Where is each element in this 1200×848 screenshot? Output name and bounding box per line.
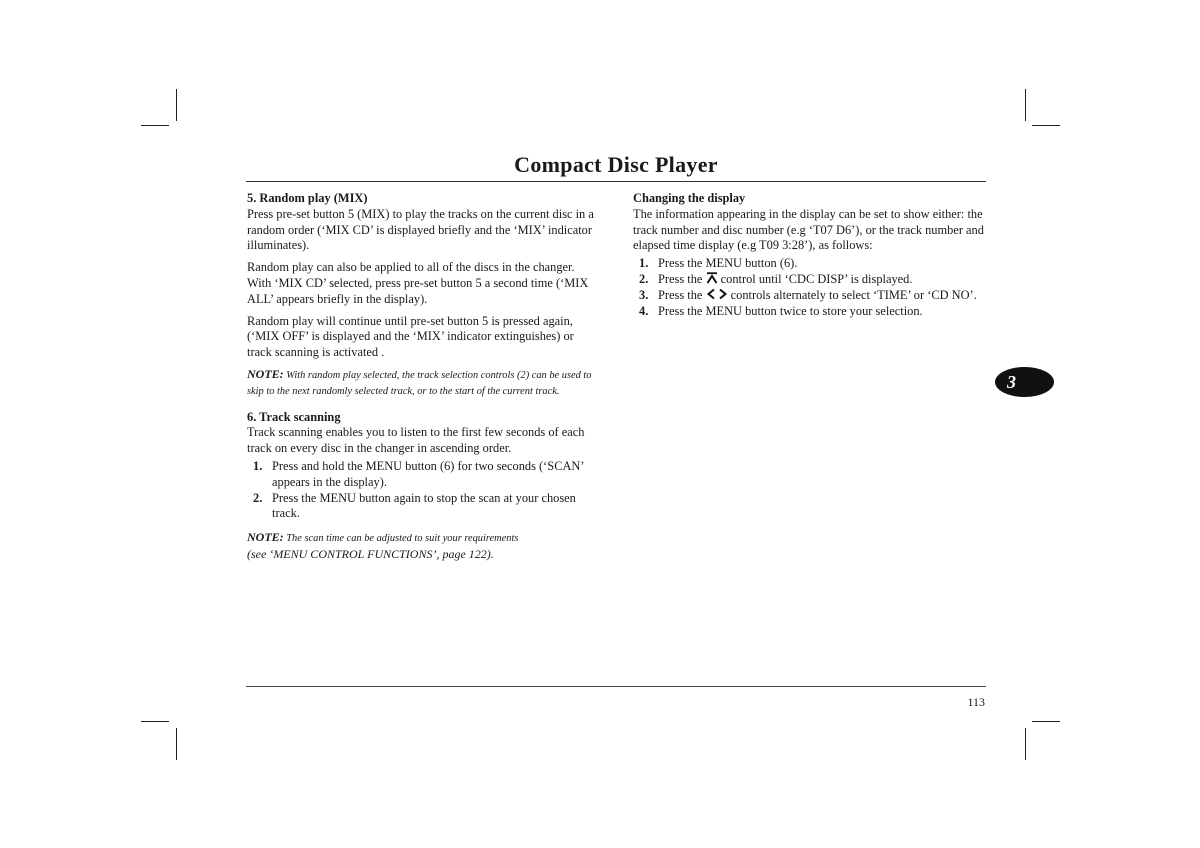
crop-mark-bottom-left-horizontal [141,721,169,722]
note-label: NOTE: [247,366,284,381]
random-play-paragraph-1: Press pre-set button 5 (MIX) to play the tracks on the current disc in a random order (‘MIX CD’ is displayed briefly and the ‘MIX’ indicator illuminates). [247,206,594,253]
list-item [633,304,985,320]
step-number: 2. [253,490,263,505]
left-column [247,191,599,574]
track-scanning-paragraph-1: Track scanning enables you to listen to the first few seconds of each track on every disc in the changer in ascending order. [247,425,585,456]
step-text-before-icon: Press the [658,287,703,302]
up-caret-bar-icon [706,272,718,288]
list-item [633,256,985,272]
step-number: 1. [639,256,649,271]
crop-mark-bottom-left-vertical [176,728,177,760]
step-text: Press the MENU button twice to store your selection. [658,303,923,318]
track-scanning-note-line-2: (see ‘MENU CONTROL FUNCTIONS’, page 122). [247,546,494,561]
random-play-section [247,191,599,400]
page-title: Compact Disc Player [514,152,718,177]
step-text: Press the MENU button (6). [658,256,798,271]
track-scanning-steps [247,459,599,522]
list-item [633,288,985,304]
list-item [247,459,599,491]
track-scanning-heading: 6. Track scanning [247,409,341,424]
random-play-heading: 5. Random play (MIX) [247,191,368,205]
step-number: 4. [639,303,649,318]
crop-mark-top-left-vertical [176,89,177,121]
step-number: 3. [639,287,649,302]
right-column [633,191,985,325]
crop-mark-top-left-horizontal [141,125,169,126]
list-item [633,272,985,288]
crop-mark-bottom-right-vertical [1025,728,1026,760]
step-text-after-icon: control until ‘CDC DISP’ is displayed. [720,271,913,286]
step-text: Press and hold the MENU button (6) for two seconds (‘SCAN’ appears in the display). [272,458,584,489]
chapter-tab: 3 [995,367,1054,397]
step-text-before-icon: Press the [658,271,703,286]
note-label: NOTE: [247,530,284,545]
random-play-paragraph-2: Random play can also be applied to all of the discs in the changer. With ‘MIX CD’ selected, press pre-set button 5 a second time (‘MIX ALL’ appears briefly in the display). [247,260,589,306]
step-text: Press the MENU button again to stop the scan at your chosen track. [272,490,576,521]
page-number: 113 [967,695,985,709]
changing-display-steps [633,256,985,319]
random-play-paragraph-3: Random play will continue until pre-set button 5 is pressed again, (‘MIX OFF’ is displayed and the ‘MIX’ indicator extinguishes) or track scanning is activated . [247,313,574,360]
random-play-note-text: With random play selected, the track selection controls (2) can be used to skip to the next randomly selected track, or to the start of the current track. [247,369,592,397]
step-number: 1. [253,458,263,473]
list-item [247,491,599,523]
track-scanning-section [247,410,599,564]
step-text-after-icon: controls alternately to select ‘TIME’ or ‘CD NO’. [730,287,977,302]
crop-mark-top-right-horizontal [1032,125,1060,126]
changing-display-section [633,191,985,319]
crop-mark-top-right-vertical [1025,89,1026,121]
crop-mark-bottom-right-horizontal [1032,721,1060,722]
footer-rule [246,686,986,687]
random-play-note [247,367,599,400]
changing-display-paragraph-1: The information appearing in the display can be set to show either: the track number and disc number (e.g ‘T07 D6’), or the track number and elapsed time display (e.g T09 3:28’), as follows: [633,206,984,253]
track-scanning-note-line-1: The scan time can be adjusted to suit your requirements [286,533,519,545]
track-scanning-note [247,530,599,564]
changing-display-heading: Changing the display [633,191,746,205]
left-right-chevrons-icon [706,288,728,304]
title-rule [246,181,986,182]
step-number: 2. [639,271,649,286]
